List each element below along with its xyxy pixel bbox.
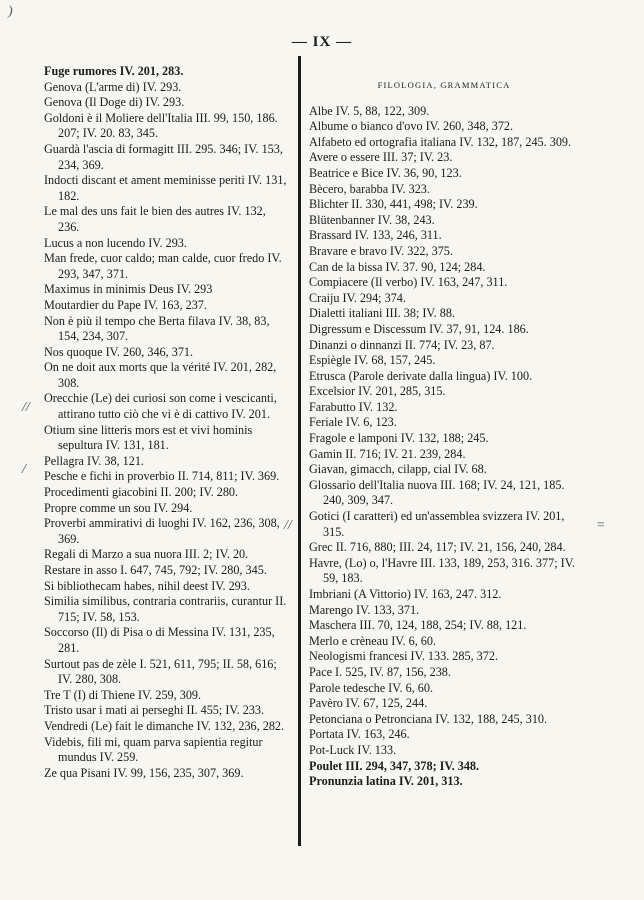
index-entry: Grec II. 716, 880; III. 24, 117; IV. 21, 156, 240, 284. bbox=[309, 540, 566, 555]
index-entry: Blütenbanner IV. 38, 243. bbox=[309, 212, 435, 227]
index-entry: Restare in asso I. 647, 745, 792; IV. 280, 345. bbox=[44, 563, 267, 577]
index-entry: Blichter II. 330, 441, 498; IV. 239. bbox=[309, 197, 478, 212]
index-entry: Maschera III. 70, 124, 188, 254; IV. 88, 121. bbox=[309, 618, 527, 633]
index-entry: Indocti discant et ament meminisse periti IV. 131, 182. bbox=[44, 173, 287, 203]
index-entry: Bravare e bravo IV. 322, 375. bbox=[309, 243, 453, 258]
index-entry: Man frede, cuor caldo; man calde, cuor fredo IV. 293, 347, 371. bbox=[44, 251, 282, 281]
index-entry: Can de la bissa IV. 37. 90, 124; 284. bbox=[309, 259, 486, 274]
right-column bbox=[309, 64, 579, 790]
index-entry: Poulet III. 294, 347, 378; IV. 348. bbox=[309, 758, 480, 773]
index-entry: Tre T (I) di Thiene IV. 259, 309. bbox=[44, 687, 202, 702]
index-entry: Fuge rumores IV. 201, 283. bbox=[44, 64, 184, 78]
index-entry: Gamin II. 716; IV. 21. 239, 284. bbox=[309, 446, 466, 461]
index-entry: Nos quoque IV. 260, 346, 371. bbox=[44, 344, 194, 359]
index-entry: Le mal des uns fait le bien des autres IV. 132, 236. bbox=[44, 204, 266, 234]
index-entry: Genova (L'arme di) IV. 293. bbox=[44, 79, 182, 94]
margin-pencil-mark: // bbox=[22, 400, 30, 415]
index-entry: Si bibliothecam habes, nihil deest IV. 293. bbox=[44, 578, 250, 593]
index-entry: Gotici (I caratteri) ed un'assemblea svizzera IV. 201, 315. bbox=[309, 509, 565, 539]
index-entry: Pace I. 525, IV. 87, 156, 238. bbox=[309, 664, 451, 679]
index-entry: Dialetti italiani III. 38; IV. 88. bbox=[309, 306, 455, 321]
index-entry: Parole tedesche IV. 6, 60. bbox=[309, 680, 433, 695]
index-entry: Otium sine litteris mors est et vivi hominis sepultura IV. 131, 181. bbox=[44, 422, 253, 453]
margin-pencil-mark: = bbox=[596, 518, 606, 533]
index-entry: Proverbi ammirativi di luoghi IV. 162, 236, 308, 369. bbox=[44, 516, 280, 546]
index-entry: Guardà l'ascia di formagitt III. 295. 346; IV. 153, 234, 369. bbox=[44, 141, 283, 172]
index-entry: Moutardier du Pape IV. 163, 237. bbox=[44, 297, 207, 312]
index-entry: Lucus a non lucendo IV. 293. bbox=[44, 235, 187, 250]
index-entry: Espiègle IV. 68, 157, 245. bbox=[309, 353, 436, 368]
index-entry: Havre, (Lo) o, l'Havre III. 133, 189, 253, 316. 377; IV. 59, 183. bbox=[309, 555, 575, 586]
index-entry: Pronunzia latina IV. 201, 313. bbox=[309, 774, 463, 789]
index-entry: Beatrice e Bice IV. 36, 90, 123. bbox=[309, 165, 462, 180]
index-entry: Tristo usar i mati ai perseghi II. 455; IV. 233. bbox=[44, 703, 265, 718]
index-entry: Procedimenti giacobini II. 200; IV. 280. bbox=[44, 485, 239, 500]
page-number: — IX — bbox=[291, 34, 353, 50]
index-entry: Surtout pas de zèle I. 521, 611, 795; II. 58, 616; IV. 280, 308. bbox=[44, 656, 277, 687]
margin-pencil-mark: / bbox=[22, 462, 26, 477]
index-entry: Portata IV. 163, 246. bbox=[309, 727, 410, 742]
index-entry: Fragole e lamponi IV. 132, 188; 245. bbox=[309, 431, 489, 446]
index-entry: Propre comme un sou IV. 294. bbox=[44, 500, 193, 515]
index-entry: Glossario dell'Italia nuova III. 168; IV. 24, 121, 185. 240, 309, 347. bbox=[309, 477, 565, 508]
index-entry: Marengo IV. 133, 371. bbox=[309, 602, 420, 617]
index-entry: Vendredi (Le) fait le dimanche IV. 132, 236, 282. bbox=[44, 718, 285, 733]
index-entry: Albume o bianco d'ovo IV. 260, 348, 372. bbox=[309, 119, 514, 134]
index-entry: Etrusca (Parole derivate dalla lingua) IV. 100. bbox=[309, 368, 533, 383]
index-entry: Soccorso (Il) di Pisa o di Messina IV. 131, 235, 281. bbox=[44, 625, 275, 655]
left-column bbox=[44, 64, 290, 781]
index-entry: Digressum e Discessum IV. 37, 91, 124. 186. bbox=[309, 321, 529, 336]
column-divider bbox=[298, 56, 301, 846]
index-entry: Pellagra IV. 38, 121. bbox=[44, 453, 144, 468]
index-entry: Maximus in minimis Deus IV. 293 bbox=[44, 282, 213, 297]
index-entry: Compiacere (Il verbo) IV. 163, 247, 311. bbox=[309, 275, 508, 290]
index-entry: Videbis, fili mi, quam parva sapientia regitur mundus IV. 259. bbox=[44, 734, 263, 765]
index-entry: Feriale IV. 6, 123. bbox=[309, 415, 397, 430]
index-entry: Bècero, barabba IV. 323. bbox=[309, 181, 430, 196]
index-entry: Goldoni è il Moliere dell'Italia III. 99, 150, 186. 207; IV. 20. 83, 345. bbox=[44, 110, 278, 141]
index-entry: Orecchie (Le) dei curiosi son come i vescicanti, attirano tutto ciò che vi è di cattivo IV. 201. bbox=[44, 391, 277, 422]
index-entry: On ne doit aux morts que la vérité IV. 201, 282, 308. bbox=[44, 360, 277, 390]
index-entry: Ze qua Pisani IV. 99, 156, 235, 307, 369. bbox=[44, 765, 244, 780]
right-column-entries bbox=[309, 104, 579, 790]
margin-pencil-mark: // bbox=[284, 518, 292, 533]
index-entry: Neologismi francesi IV. 133. 285, 372. bbox=[309, 649, 498, 664]
index-entry: Farabutto IV. 132. bbox=[309, 399, 398, 414]
index-entry: Pesche e fichi in proverbio II. 714, 811; IV. 369. bbox=[44, 469, 280, 484]
index-entry: Excelsior IV. 201, 285, 315. bbox=[309, 384, 446, 399]
index-entry: Non è più il tempo che Berta filava IV. 38, 83, 154, 234, 307. bbox=[44, 313, 270, 344]
index-entry: Albe IV. 5, 88, 122, 309. bbox=[309, 103, 430, 118]
index-entry: Dinanzi o dinnanzi II. 774; IV. 23, 87. bbox=[309, 337, 495, 352]
index-entry: Alfabeto ed ortografia italiana IV. 132, 187, 245. 309. bbox=[309, 134, 572, 149]
index-entry: Brassard IV. 133, 246, 311. bbox=[309, 228, 442, 243]
index-entry: Pavèro IV. 67, 125, 244. bbox=[309, 696, 428, 711]
index-entry: Merlo e crèneau IV. 6, 60. bbox=[309, 633, 437, 648]
index-entry: Petonciana o Petronciana IV. 132, 188, 245, 310. bbox=[309, 711, 548, 726]
index-entry: Pot-Luck IV. 133. bbox=[309, 742, 397, 757]
index-entry: Similia similibus, contraria contrariis, curantur II. 715; IV. 58, 153. bbox=[44, 594, 287, 624]
index-entry: Regali di Marzo a sua nuora III. 2; IV. 20. bbox=[44, 547, 249, 562]
index-entry: Genova (Il Doge di) IV. 293. bbox=[44, 95, 185, 110]
index-entry: Imbriani (A Vittorio) IV. 163, 247. 312. bbox=[309, 587, 502, 601]
margin-pencil-mark: ) bbox=[8, 4, 13, 19]
index-entry: Avere o essere III. 37; IV. 23. bbox=[309, 150, 453, 165]
index-entry: Craiju IV. 294; 374. bbox=[309, 290, 406, 305]
section-heading: FILOLOGIA, GRAMMATICA bbox=[377, 80, 511, 90]
index-entry: Giavan, gimacch, cilapp, cial IV. 68. bbox=[309, 462, 487, 477]
